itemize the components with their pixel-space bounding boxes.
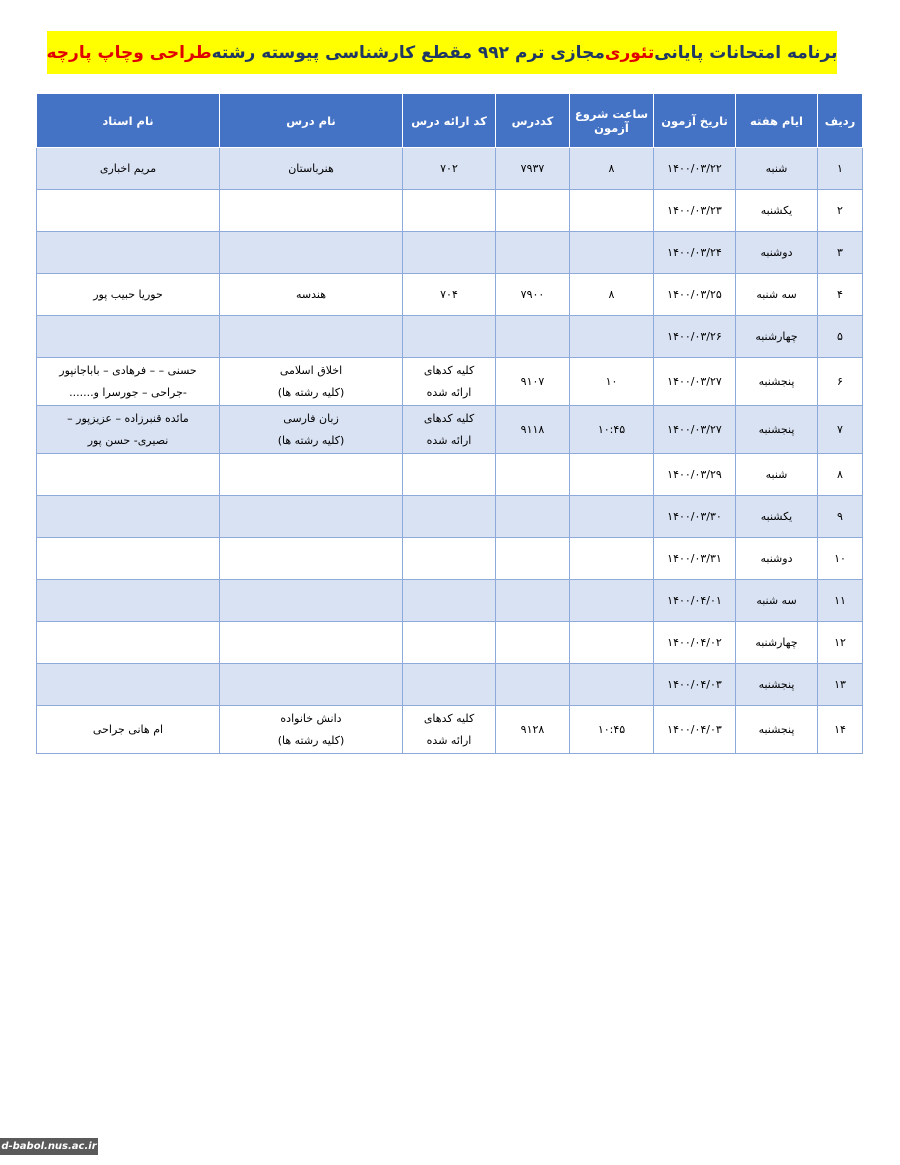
cell-instructor [37, 664, 220, 706]
cell-row-no: ۱۳ [818, 664, 863, 706]
cell-start-time [570, 622, 654, 664]
cell-offer-code [403, 406, 496, 454]
cell-instructor [37, 316, 220, 358]
cell-row-no: ۱۲ [818, 622, 863, 664]
cell-weekday: یکشنبه [736, 496, 818, 538]
cell-row-no: ۵ [818, 316, 863, 358]
cell-date: ۱۴۰۰/۰۳/۳۱ [654, 538, 736, 580]
cell-instructor [37, 148, 220, 190]
cell-course-name [220, 538, 403, 580]
cell-row-no: ۲ [818, 190, 863, 232]
cell-weekday: چهارشنبه [736, 622, 818, 664]
course-line-1: هندسه [295, 287, 326, 301]
cell-row-no: ۹ [818, 496, 863, 538]
course-line-2: (کلیه رشته ها) [277, 733, 345, 747]
cell-date: ۱۴۰۰/۰۳/۲۴ [654, 232, 736, 274]
cell-course-code: ۹۱۱۸ [496, 406, 570, 454]
cell-offer-code [403, 274, 496, 316]
cell-course-name [220, 274, 403, 316]
cell-course-name [220, 454, 403, 496]
cell-row-no: ۴ [818, 274, 863, 316]
header-course-name: نام درس [220, 94, 403, 148]
cell-weekday: شنبه [736, 148, 818, 190]
cell-start-time [570, 232, 654, 274]
offer-line-1: کلیه کدهای [423, 711, 475, 725]
table-row [37, 190, 863, 232]
course-line-1: دانش خانواده [280, 711, 342, 725]
cell-start-time: ۸ [570, 148, 654, 190]
cell-row-no: ۶ [818, 358, 863, 406]
cell-course-code [496, 190, 570, 232]
cell-course-code: ۹۱۲۸ [496, 706, 570, 754]
table-row [37, 148, 863, 190]
title-part-1: برنامه امتحانات پایانی [654, 42, 838, 63]
cell-instructor [37, 406, 220, 454]
header-row [37, 94, 863, 148]
instructor-line-1: حسنی – – فرهادی – باباجانپور [59, 363, 197, 377]
cell-start-time [570, 316, 654, 358]
cell-date: ۱۴۰۰/۰۴/۰۳ [654, 664, 736, 706]
header-course-code: کددرس [496, 94, 570, 148]
cell-row-no: ۳ [818, 232, 863, 274]
cell-course-name [220, 148, 403, 190]
cell-row-no: ۱ [818, 148, 863, 190]
cell-start-time [570, 538, 654, 580]
cell-offer-code [403, 580, 496, 622]
exam-schedule-table [36, 93, 863, 754]
offer-line-1: ۷۰۲ [440, 161, 458, 175]
cell-date: ۱۴۰۰/۰۴/۰۱ [654, 580, 736, 622]
cell-date: ۱۴۰۰/۰۳/۲۶ [654, 316, 736, 358]
header-row-no: ردیف [818, 94, 863, 148]
cell-instructor [37, 580, 220, 622]
cell-offer-code [403, 538, 496, 580]
cell-offer-code [403, 358, 496, 406]
cell-offer-code [403, 622, 496, 664]
cell-instructor [37, 454, 220, 496]
header-date: تاریخ آزمون [654, 94, 736, 148]
cell-course-code [496, 232, 570, 274]
cell-course-code [496, 316, 570, 358]
header-start-time: ساعت شروع آزمون [570, 94, 654, 148]
cell-date: ۱۴۰۰/۰۴/۰۲ [654, 622, 736, 664]
header-offer-code: کد ارائه درس [403, 94, 496, 148]
course-line-1: هنرباستان [288, 161, 334, 175]
cell-course-code [496, 622, 570, 664]
cell-date: ۱۴۰۰/۰۳/۲۵ [654, 274, 736, 316]
cell-row-no: ۱۱ [818, 580, 863, 622]
cell-date: ۱۴۰۰/۰۴/۰۳ [654, 706, 736, 754]
cell-instructor [37, 190, 220, 232]
cell-offer-code [403, 148, 496, 190]
table-row [37, 232, 863, 274]
cell-course-code [496, 496, 570, 538]
cell-course-name [220, 316, 403, 358]
cell-weekday: چهارشنبه [736, 316, 818, 358]
title-part-4: طراحی وچاپ پارچه [46, 42, 212, 63]
cell-row-no: ۷ [818, 406, 863, 454]
cell-offer-code [403, 664, 496, 706]
table-row [37, 274, 863, 316]
cell-instructor [37, 538, 220, 580]
table-row [37, 622, 863, 664]
site-url-tag: d-babol.nus.ac.ir [0, 1138, 98, 1155]
offer-line-2: ارائه شده [426, 385, 472, 399]
table-row [37, 664, 863, 706]
cell-weekday: شنبه [736, 454, 818, 496]
course-line-1: اخلاق اسلامی [279, 363, 343, 377]
instructor-line-1: مائده قنبرزاده – عزیزپور – [67, 411, 189, 425]
instructor-line-2: نصیری- حسن پور [87, 433, 169, 447]
instructor-line-1: مریم اخباری [99, 161, 157, 175]
cell-date: ۱۴۰۰/۰۳/۲۷ [654, 358, 736, 406]
instructor-line-2: -جراحی – جورسرا و....... [69, 385, 187, 399]
cell-weekday: پنجشنبه [736, 358, 818, 406]
cell-weekday: یکشنبه [736, 190, 818, 232]
cell-weekday: سه شنبه [736, 274, 818, 316]
cell-offer-code [403, 316, 496, 358]
cell-row-no: ۱۴ [818, 706, 863, 754]
header-instructor: نام استاد [37, 94, 220, 148]
offer-line-1: ۷۰۴ [440, 287, 458, 301]
cell-course-name [220, 706, 403, 754]
course-line-2: (کلیه رشته ها) [277, 433, 345, 447]
cell-instructor [37, 358, 220, 406]
cell-course-code [496, 664, 570, 706]
offer-line-2: ارائه شده [426, 733, 472, 747]
cell-offer-code [403, 454, 496, 496]
cell-course-code: ۷۹۰۰ [496, 274, 570, 316]
cell-offer-code [403, 232, 496, 274]
table-row [37, 496, 863, 538]
cell-date: ۱۴۰۰/۰۳/۲۲ [654, 148, 736, 190]
table-row [37, 538, 863, 580]
cell-course-code [496, 538, 570, 580]
cell-course-name [220, 190, 403, 232]
cell-course-code [496, 454, 570, 496]
cell-date: ۱۴۰۰/۰۳/۲۹ [654, 454, 736, 496]
cell-start-time [570, 664, 654, 706]
cell-weekday: سه شنبه [736, 580, 818, 622]
offer-line-1: کلیه کدهای [423, 411, 475, 425]
page-title [47, 31, 837, 74]
cell-row-no: ۱۰ [818, 538, 863, 580]
cell-course-name [220, 664, 403, 706]
cell-instructor [37, 496, 220, 538]
cell-start-time: ۱۰ [570, 358, 654, 406]
cell-instructor [37, 232, 220, 274]
header-weekday: ایام هفته [736, 94, 818, 148]
cell-course-name [220, 496, 403, 538]
course-line-2: (کلیه رشته ها) [277, 385, 345, 399]
cell-weekday: پنجشنبه [736, 706, 818, 754]
cell-offer-code [403, 496, 496, 538]
title-part-3: مجازی ترم ۹۹۲ مقطع کارشناسی پیوسته رشته [211, 42, 605, 63]
cell-date: ۱۴۰۰/۰۳/۲۳ [654, 190, 736, 232]
cell-date: ۱۴۰۰/۰۳/۲۷ [654, 406, 736, 454]
table-row [37, 454, 863, 496]
cell-start-time: ۸ [570, 274, 654, 316]
table-row [37, 406, 863, 454]
cell-course-name [220, 622, 403, 664]
cell-weekday: پنجشنبه [736, 406, 818, 454]
table-row [37, 580, 863, 622]
offer-line-2: ارائه شده [426, 433, 472, 447]
table-row [37, 358, 863, 406]
cell-course-name [220, 232, 403, 274]
cell-instructor [37, 706, 220, 754]
cell-start-time: ۱۰:۴۵ [570, 706, 654, 754]
cell-instructor [37, 622, 220, 664]
cell-start-time [570, 190, 654, 232]
cell-course-code [496, 580, 570, 622]
table-row [37, 316, 863, 358]
cell-instructor [37, 274, 220, 316]
cell-row-no: ۸ [818, 454, 863, 496]
cell-start-time [570, 580, 654, 622]
cell-date: ۱۴۰۰/۰۳/۳۰ [654, 496, 736, 538]
cell-course-name [220, 406, 403, 454]
table-row [37, 706, 863, 754]
cell-start-time [570, 454, 654, 496]
title-part-2: تئوری [604, 42, 655, 63]
cell-course-name [220, 358, 403, 406]
course-line-1: زبان فارسی [283, 411, 339, 425]
cell-weekday: دوشنبه [736, 232, 818, 274]
instructor-line-1: حوریا حبیب پور [93, 287, 163, 301]
cell-start-time [570, 496, 654, 538]
cell-start-time: ۱۰:۴۵ [570, 406, 654, 454]
cell-course-code: ۷۹۳۷ [496, 148, 570, 190]
cell-weekday: پنجشنبه [736, 664, 818, 706]
cell-course-name [220, 580, 403, 622]
cell-weekday: دوشنبه [736, 538, 818, 580]
cell-course-code: ۹۱۰۷ [496, 358, 570, 406]
cell-offer-code [403, 706, 496, 754]
cell-offer-code [403, 190, 496, 232]
instructor-line-1: ام هانی جراحی [92, 722, 164, 736]
offer-line-1: کلیه کدهای [423, 363, 475, 377]
